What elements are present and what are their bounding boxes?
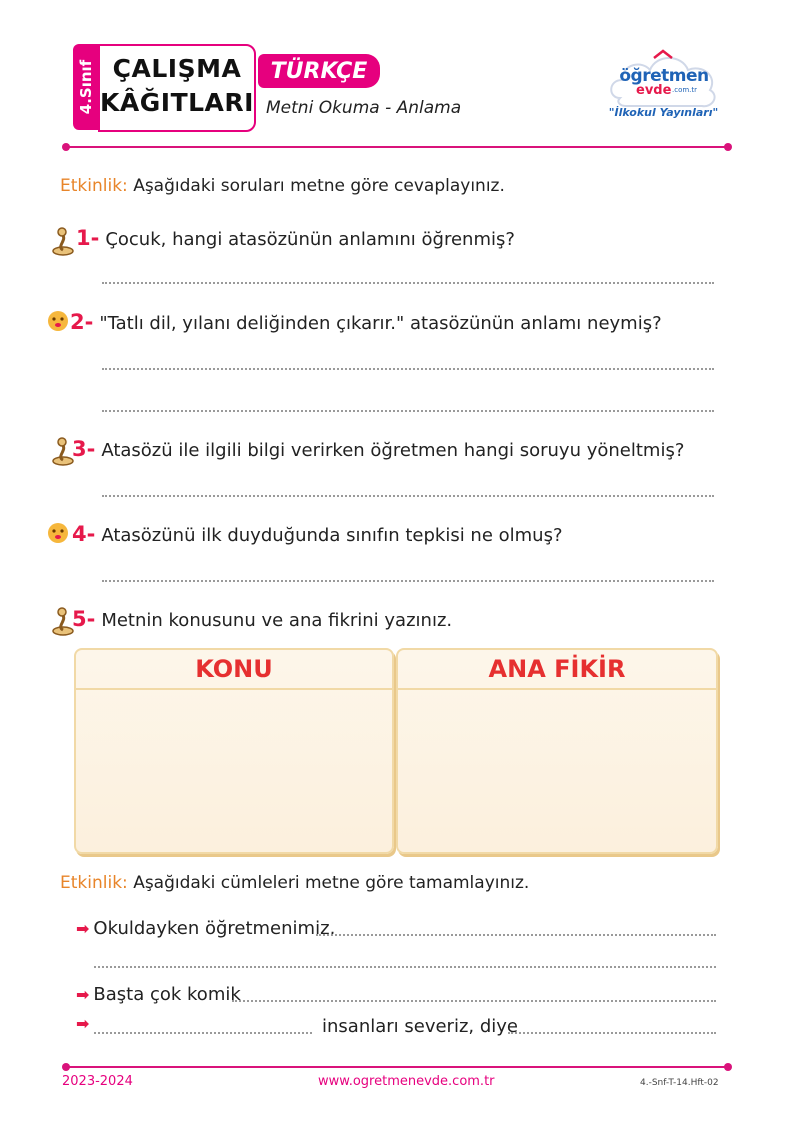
question-text: Çocuk, hangi atasözünün anlamını öğrenmiş?	[105, 229, 515, 250]
konu-box-title: KONU	[76, 650, 392, 690]
answer-line[interactable]	[102, 495, 714, 497]
fill-line[interactable]	[508, 1032, 716, 1034]
answer-line[interactable]	[102, 282, 714, 284]
logo-tagline: "İlkokul Yayınları"	[608, 106, 719, 119]
title-line-2: KÂĞITLARI	[100, 88, 254, 117]
footer-divider	[66, 1066, 728, 1068]
answer-line[interactable]	[102, 410, 714, 412]
question-4	[72, 522, 563, 546]
logo-main-text: öğretmen	[619, 66, 709, 86]
ana-fikir-box[interactable]	[396, 648, 718, 854]
sentence-1	[76, 918, 335, 939]
face-emoji-icon	[45, 306, 71, 336]
answer-line[interactable]	[102, 580, 714, 582]
snake-icon	[50, 226, 76, 256]
fill-line[interactable]	[232, 1000, 716, 1002]
activity-2-instruction	[60, 873, 529, 893]
question-text: Metnin konusunu ve ana fikrini yazınız.	[101, 610, 453, 631]
sentence-2	[76, 984, 241, 1005]
ana-fikir-box-title: ANA FİKİR	[398, 650, 716, 690]
question-number: 3-	[72, 437, 96, 461]
activity-2-text: Aşağıdaki cümleleri metne göre tamamlayınız.	[133, 873, 530, 893]
footer-year: 2023-2024	[62, 1074, 133, 1089]
logo-domain-text: .com.tr	[672, 86, 698, 94]
title-line-1: ÇALIŞMA	[112, 54, 242, 83]
question-number: 2-	[70, 310, 94, 334]
footer-website[interactable]: www.ogretmenevde.com.tr	[318, 1074, 495, 1089]
question-text: Atasözünü ilk duyduğunda sınıfın tepkisi ne olmuş?	[101, 525, 563, 546]
arrow-right-icon: ➡	[76, 919, 90, 938]
grade-tab	[73, 44, 99, 130]
sentence-3-text: insanları severiz, diye	[322, 1016, 519, 1037]
question-text: "Tatlı dil, yılanı deliğinden çıkarır." atasözünün anlamı neymiş?	[99, 313, 662, 334]
activity-1-instruction	[60, 176, 505, 196]
question-5	[72, 607, 452, 631]
question-text: Atasözü ile ilgili bilgi verirken öğretmen hangi soruyu yöneltmiş?	[101, 440, 685, 461]
question-3	[72, 437, 684, 461]
question-2	[70, 310, 662, 334]
arrow-right-icon: ➡	[76, 1014, 90, 1033]
sentence-2-text: Başta çok komik	[93, 984, 241, 1005]
question-number: 1-	[76, 226, 100, 250]
question-number: 4-	[72, 522, 96, 546]
topic-subtitle: Metni Okuma - Anlama	[266, 98, 462, 118]
logo-sub-text: evde	[636, 83, 672, 98]
footer-code: 4.-Snf-T-14.Hft-02	[640, 1078, 719, 1088]
fill-line[interactable]	[94, 1032, 312, 1034]
grade-label: 4.Sınıf	[77, 59, 95, 115]
fill-line[interactable]	[316, 934, 716, 936]
face-emoji-icon	[45, 518, 71, 548]
brand-logo	[606, 46, 721, 126]
fill-line[interactable]	[94, 966, 716, 968]
subject-tag: TÜRKÇE	[258, 54, 380, 88]
activity-2-label: Etkinlik:	[60, 873, 128, 893]
sentence-1-text: Okuldayken öğretmenimiz,	[93, 918, 336, 939]
question-1	[76, 226, 515, 250]
question-number: 5-	[72, 607, 96, 631]
arrow-right-icon: ➡	[76, 985, 90, 1004]
header-divider	[66, 146, 728, 148]
activity-1-text: Aşağıdaki soruları metne göre cevaplayınız.	[133, 176, 505, 196]
activity-1-label: Etkinlik:	[60, 176, 128, 196]
konu-box[interactable]	[74, 648, 394, 854]
answer-line[interactable]	[102, 368, 714, 370]
